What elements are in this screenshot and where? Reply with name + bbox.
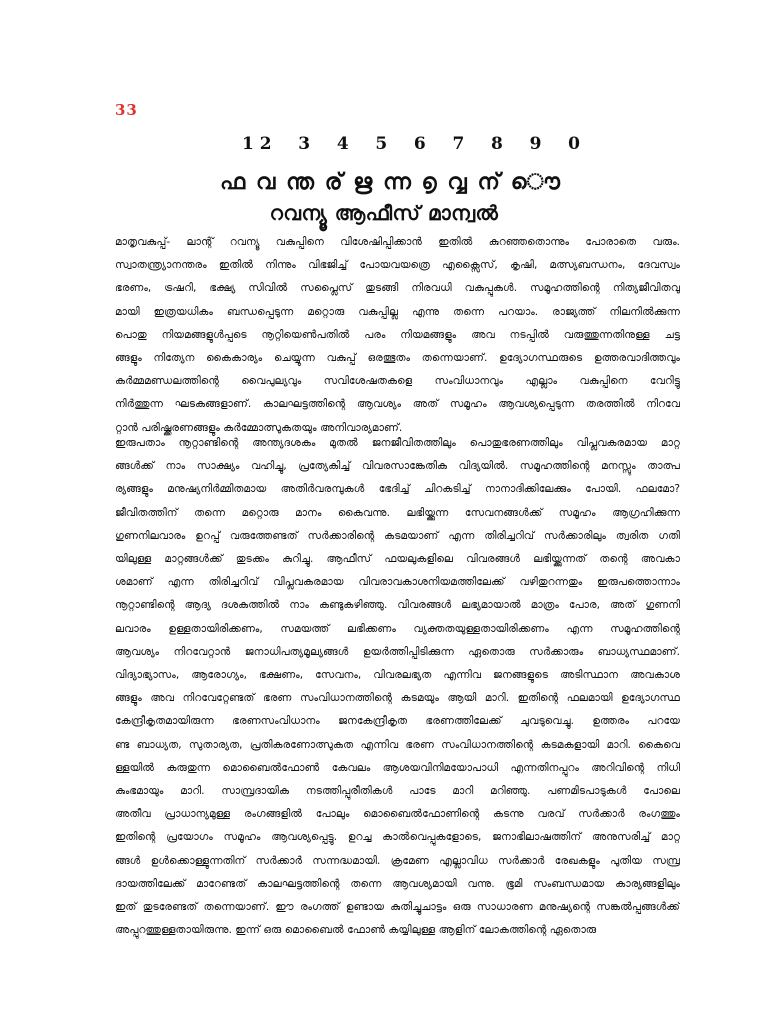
text-line: ങ്ങൾക്ക് നാം സാക്ഷ്യം വഹിച്ചു, പ്രത്യേകിച്ച് വിവരസാങ്കേതിക വിദ്യയിൽ. സമൂഹത്തിന്റെ മനസ്സും താത്പ xyxy=(115,460,680,473)
glyph-item: ൭ xyxy=(421,170,437,195)
text-line: ണ്ട ബാധ്യത, സുതാര്യത, പ്രതികരണോത്സുകത എന്നിവ ഭരണ സംവിധാനത്തിന്റെ കടമകളായി മാറി. കൈവെ xyxy=(115,738,680,751)
text-line: ര്യങ്ങളും മനുഷ്യനിർമ്മിതമായ അതിർവരമ്പുകൾ ഭേദിച്ച് ചിറകടിച്ച് നാനാദിക്കിലേക്കും പോയി. ഫലമോ? xyxy=(115,483,680,496)
text-line: പൊതു നിയമങ്ങളുൾപ്പടെ നൂറ്റിയെൺപതിൽ പരം നിയമങ്ങളും അവ നടപ്പിൽ വരുത്തുന്നതിനുള്ള ചട്ട xyxy=(115,328,680,341)
glyph-item: വ്വ xyxy=(447,170,467,195)
digit-item: 6 xyxy=(413,134,426,154)
digit-item: 5 xyxy=(375,134,388,154)
text-line: ശമാണ് എന്ന തിരിച്ചറിവ് വിപ്ലവകരമായ വിവരാവകാശനിയമത്തിലേക്ക് വഴിതുറന്നതും ഇരുപത്തൊന്നാം xyxy=(115,576,680,589)
text-line: ങ്ങളും അവ നിറവേറ്റേണ്ടത് ഭരണ സംവിധാനത്തിന്റെ കടമയും ആയി മാറി. ഇതിന്റെ ഫലമായി ഉദ്യോഗസ്ഥ xyxy=(115,692,680,705)
text-line: ഗുണനിലവാരം ഉറപ്പ് വരുത്തേണ്ടത് സർക്കാരിന്റെ കടമയാണ് എന്ന തിരിച്ചറിവ് സർക്കാരിലും ത്വരിത ഗതി xyxy=(115,529,680,542)
text-line: കേന്ദ്രീകൃതമായിരുന്ന ഭരണസംവിധാനം ജനകേന്ദ്രീകൃത ഭരണത്തിലേക്ക് ചുവടുവെച്ചു. ഉത്തരം പറയേ xyxy=(115,715,680,728)
text-line: ങ്ങൾ ഉൾക്കൊള്ളുന്നതിന് സർക്കാർ സന്നദ്ധമായി. ക്രമേണ എല്ലാവിധ സർക്കാർ രേഖകളും പുതിയ സമ്പ്ര xyxy=(115,854,680,867)
text-line: അപ്പുറത്തുള്ളതായിരുന്നു. ഇന്ന് ഒരു മൊബൈൽ ഫോൺ കയ്യിലുള്ള ആളിന് ലോകത്തിന്റെ ഏതൊരു xyxy=(115,924,597,937)
digit-item: 0 xyxy=(568,134,580,154)
glyph-item: ഫ xyxy=(220,170,246,195)
glyph-item: ൌ xyxy=(510,170,560,195)
text-line: യിലുള്ള മാറ്റങ്ങൾക്ക് തുടക്കം കുറിച്ചു. ആഫീസ് ഫയലുകളിലെ വിവരങ്ങൾ ലഭിയ്ക്കുന്നത് തന്റെ അവകാ xyxy=(115,553,680,566)
text-line: നിർത്തുന്ന ഘടകങ്ങളാണ്. കാലഘട്ടത്തിന്റെ ആവശ്യം അത് സമൂഹം ആവശ്യപ്പെടുന്ന തരത്തിൽ നിറവേ xyxy=(115,398,680,411)
paragraph-2 xyxy=(115,432,680,942)
paragraph-1 xyxy=(115,231,680,440)
text-line: കർമ്മമണ്ഡലത്തിന്റെ വൈപുല്യവും സവിശേഷതകളെ സംവിധാനവും എല്ലാം വകുപ്പിനെ വേറിട്ടു xyxy=(115,375,680,388)
text-line: സ്വാതന്ത്ര്യാനന്തരം ഇതിൽ നിന്നും വിഭജിച്ച് പോയവയത്രെ എക്സൈസ്, കൃഷി, മത്സ്യബന്ധനം, ദേവസ്വം xyxy=(115,259,680,272)
text-line: ജീവിതത്തിന് തന്നെ മറ്റൊരു മാനം കൈവന്നു. ലഭിയ്ക്കുന്ന സേവനങ്ങൾക്ക് സമൂഹം ആഗ്രഹിക്കുന്ന xyxy=(115,506,680,519)
text-line: ലവാരം ഉള്ളതായിരിക്കണം, സമയത്ത് ലഭിക്കണം വ്യക്തതയുള്ളതായിരിക്കണം എന്ന സമൂഹത്തിന്റെ xyxy=(115,622,680,635)
text-line: മായി ഇത്രയധികം ബന്ധപ്പെടുന്ന മറ്റൊരു വകുപ്പില്ല എന്നു തന്നെ പറയാം. രാജ്യത്ത് നിലനിൽക്കുന്ന xyxy=(115,305,680,318)
glyph-item: ന്ത xyxy=(286,170,314,195)
text-line: ആവശ്യം നിറവേറ്റാൻ ജനാധിപത്യമൂല്യങ്ങൾ ഉയർത്തിപ്പിടിക്കുന്ന ഏതൊരു സർക്കാരും ബാധ്യസ്ഥമാണ്. xyxy=(115,645,680,658)
page-number: 33 xyxy=(115,101,138,119)
text-line: അതീവ പ്രാധാന്യമുള്ള രംഗങ്ങളിൽ പോലും മൊബൈൽഫോണിന്റെ കടന്നു വരവ് സർക്കാർ രംഗത്തും xyxy=(115,808,680,821)
glyph-row xyxy=(220,170,560,195)
digit-item: 3 xyxy=(298,134,311,154)
digit-item: 1 2 xyxy=(242,134,272,154)
text-line: കുംഭമായും മാറി. സാമ്പ്രദായിക നടത്തിപ്പുരീതികൾ പാടേ മാറി മറിഞ്ഞു. പണമിടപാടുകൾ പോലെ xyxy=(115,785,680,798)
text-line: റ്റാൻ പരിഷ്ക്കരണങ്ങളും കർമ്മോത്സുകതയും അനിവാര്യമാണ്. xyxy=(115,421,403,434)
digit-item: 7 xyxy=(452,134,465,154)
page-title: റവന്യൂ ആഫീസ് മാന്വൽ xyxy=(269,201,499,225)
text-line: ഇത് തുടരേണ്ടത് തന്നെയാണ്. ഈ രംഗത്ത് ഉണ്ടായ കുതിച്ചുചാട്ടം ഒരു സാധാരണ മനുഷ്യന്റെ സങ്കൽപ്പങ്ങൾക്ക് xyxy=(115,901,680,914)
text-line: ള്ളയിൽ കരുതുന്ന മൊബൈൽഫോൺ കേവലം ആശയവിനിമയോപാധി എന്നതിനപ്പുറം അറിവിന്റെ നിധി xyxy=(115,761,680,774)
glyph-item: ന് xyxy=(477,170,500,195)
glyph-item: ന്ന xyxy=(383,170,411,195)
text-line: മാതൃവകുപ്പ്- ലാന്റ് റവന്യൂ വകുപ്പിനെ വിശേഷിപ്പിക്കാൻ ഇതിൽ കുറഞ്ഞതൊന്നും പോരാതെ വരും. xyxy=(115,236,680,248)
text-line: നൂറ്റാണ്ടിന്റെ ആദ്യ ദശകത്തിൽ നാം കണ്ടുകഴിഞ്ഞു. വിവരങ്ങൾ ലഭ്യമായാൽ മാത്രം പോര, അത് ഗുണനി xyxy=(115,599,680,612)
digit-row xyxy=(200,134,580,154)
glyph-item: ഋ xyxy=(353,170,373,195)
text-line: ദായത്തിലേക്ക് മാറേണ്ടത് കാലഘട്ടത്തിന്റെ തന്നെ ആവശ്യമായി വന്നു. ഭൂമി സംബന്ധമായ കാര്യങ്ങളിലും xyxy=(115,877,680,890)
digit-item: 9 xyxy=(529,134,542,154)
text-line: ങ്ങളും നിത്യേന കൈകാര്യം ചെയ്യുന്ന വകുപ്പ് ഒരത്ഭുതം തന്നെയാണ്. ഉദ്യോഗസ്ഥരുടെ ഉത്തരവാദിത്തവും xyxy=(115,352,680,365)
text-line: വിദ്യാഭ്യാസം, ആരോഗ്യം, ഭക്ഷണം, സേവനം, വിവരലഭ്യത എന്നിവ ജനങ്ങളുടെ അടിസ്ഥാന അവകാശ xyxy=(115,669,680,682)
text-line: ഇതിന്റെ പ്രയോഗം സമൂഹം ആവശ്യപ്പെട്ടു. ഉറച്ച കാൽവെപ്പുകളോടെ, ജനാഭിലാഷത്തിന് അനുസരിച്ച് മാറ്റ xyxy=(115,831,680,844)
glyph-item: ര് xyxy=(324,170,343,195)
digit-item: 4 xyxy=(336,134,349,154)
text-line: ഭരണം, ട്രഷറി, ഭക്ഷ്യ സിവിൽ സപ്ലൈസ് തുടങ്ങി നിരവധി വകുപ്പുകൾ. സമൂഹത്തിന്റെ നിത്യജീവിതവു xyxy=(115,282,680,295)
text-line: ഇരുപതാം നൂറ്റാണ്ടിന്റെ അന്ത്യദശകം മുതൽ ജനജീവിതത്തിലും പൊതുഭരണത്തിലും വിപ്ലവകരമായ മാറ്റ xyxy=(115,437,680,449)
digit-item: 8 xyxy=(491,134,503,154)
glyph-item: വ xyxy=(255,170,276,195)
